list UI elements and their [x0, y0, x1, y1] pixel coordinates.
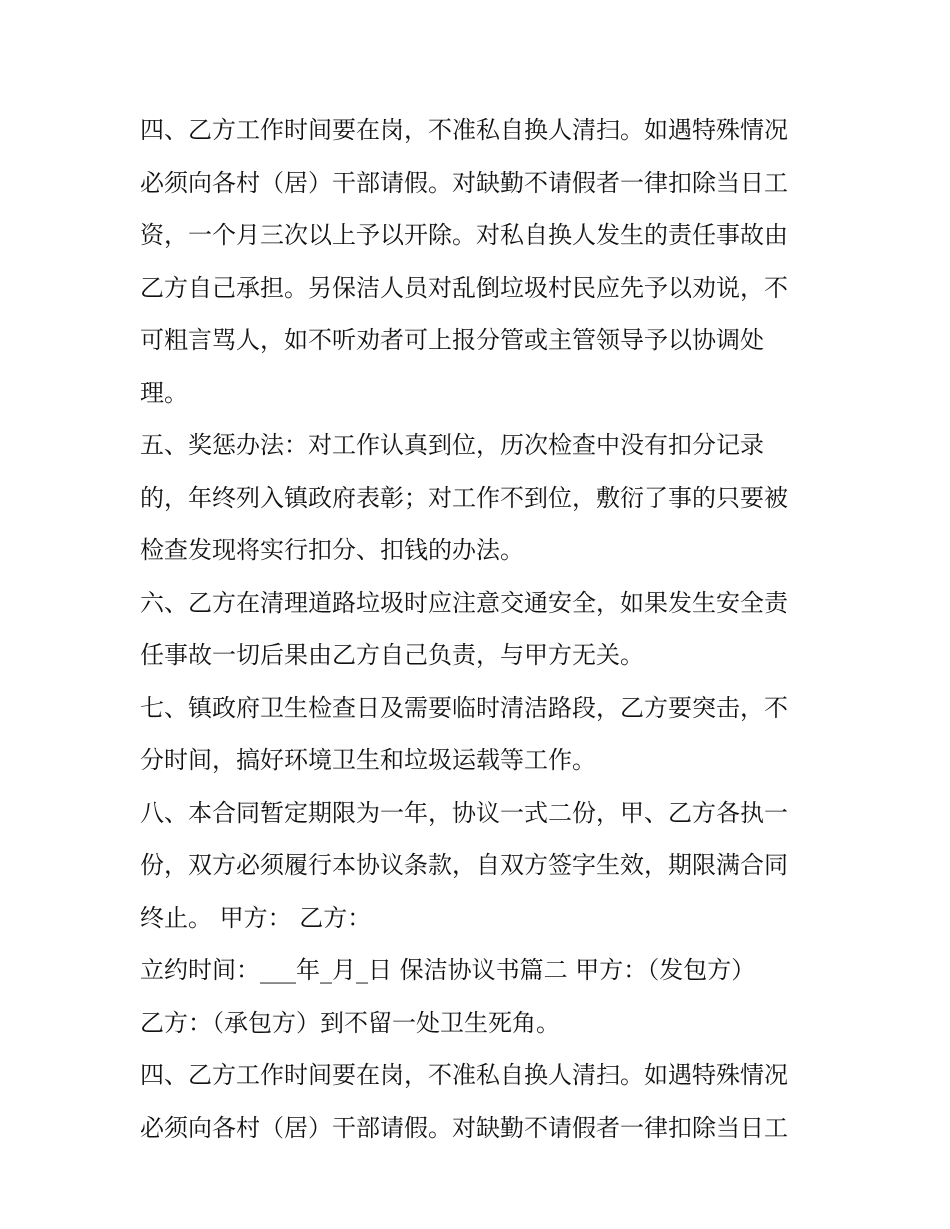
- text-line: 分时间，搞好环境卫生和垃圾运载等工作。: [140, 746, 596, 774]
- text-line: 乙方：（承包方）到不留一处卫生死角。: [140, 1008, 560, 1037]
- document-body: [140, 104, 820, 1154]
- text-line: 资，一个月三次以上予以开除。对私自换人发生的责任事故由: [140, 221, 788, 249]
- text-line: 必须向各村（居）干部请假。对缺勤不请假者一律扣除当日工: [140, 1113, 788, 1142]
- text-line: 任事故一切后果由乙方自己负责，与甲方无关。: [140, 641, 644, 669]
- text-line: 检查发现将实行扣分、扣钱的办法。: [140, 536, 524, 564]
- text-line: 七、镇政府卫生检查日及需要临时清洁路段，乙方要突击，不: [140, 693, 788, 722]
- text-line: 必须向各村（居）干部请假。对缺勤不请假者一律扣除当日工: [140, 168, 788, 197]
- text-line: 六、乙方在清理道路垃圾时应注意交通安全，如果发生安全责: [140, 588, 788, 617]
- text-line: 可粗言骂人，如不听劝者可上报分管或主管领导予以协调处: [140, 326, 764, 354]
- text-line: 立约时间：___年_月_日 保洁协议书篇二 甲方：（发包方）: [140, 956, 756, 984]
- text-line: 理。: [140, 378, 188, 407]
- text-line: 四、乙方工作时间要在岗，不准私自换人清扫。如遇特殊情况: [140, 116, 788, 144]
- text-line: 份，双方必须履行本协议条款，自双方签字生效，期限满合同: [140, 851, 788, 879]
- text-line: 的，年终列入镇政府表彰；对工作不到位，敷衍了事的只要被: [140, 483, 788, 512]
- text-line: 八、本合同暂定期限为一年，协议一式二份，甲、乙方各执一: [140, 798, 788, 827]
- text-line: 乙方自己承担。另保洁人员对乱倒垃圾村民应先予以劝说，不: [140, 273, 788, 302]
- text-line: 五、奖惩办法：对工作认真到位，历次检查中没有扣分记录: [140, 431, 764, 459]
- text-line: 四、乙方工作时间要在岗，不准私自换人清扫。如遇特殊情况: [140, 1061, 788, 1089]
- text-line: 终止。 甲方： 乙方：: [140, 903, 372, 932]
